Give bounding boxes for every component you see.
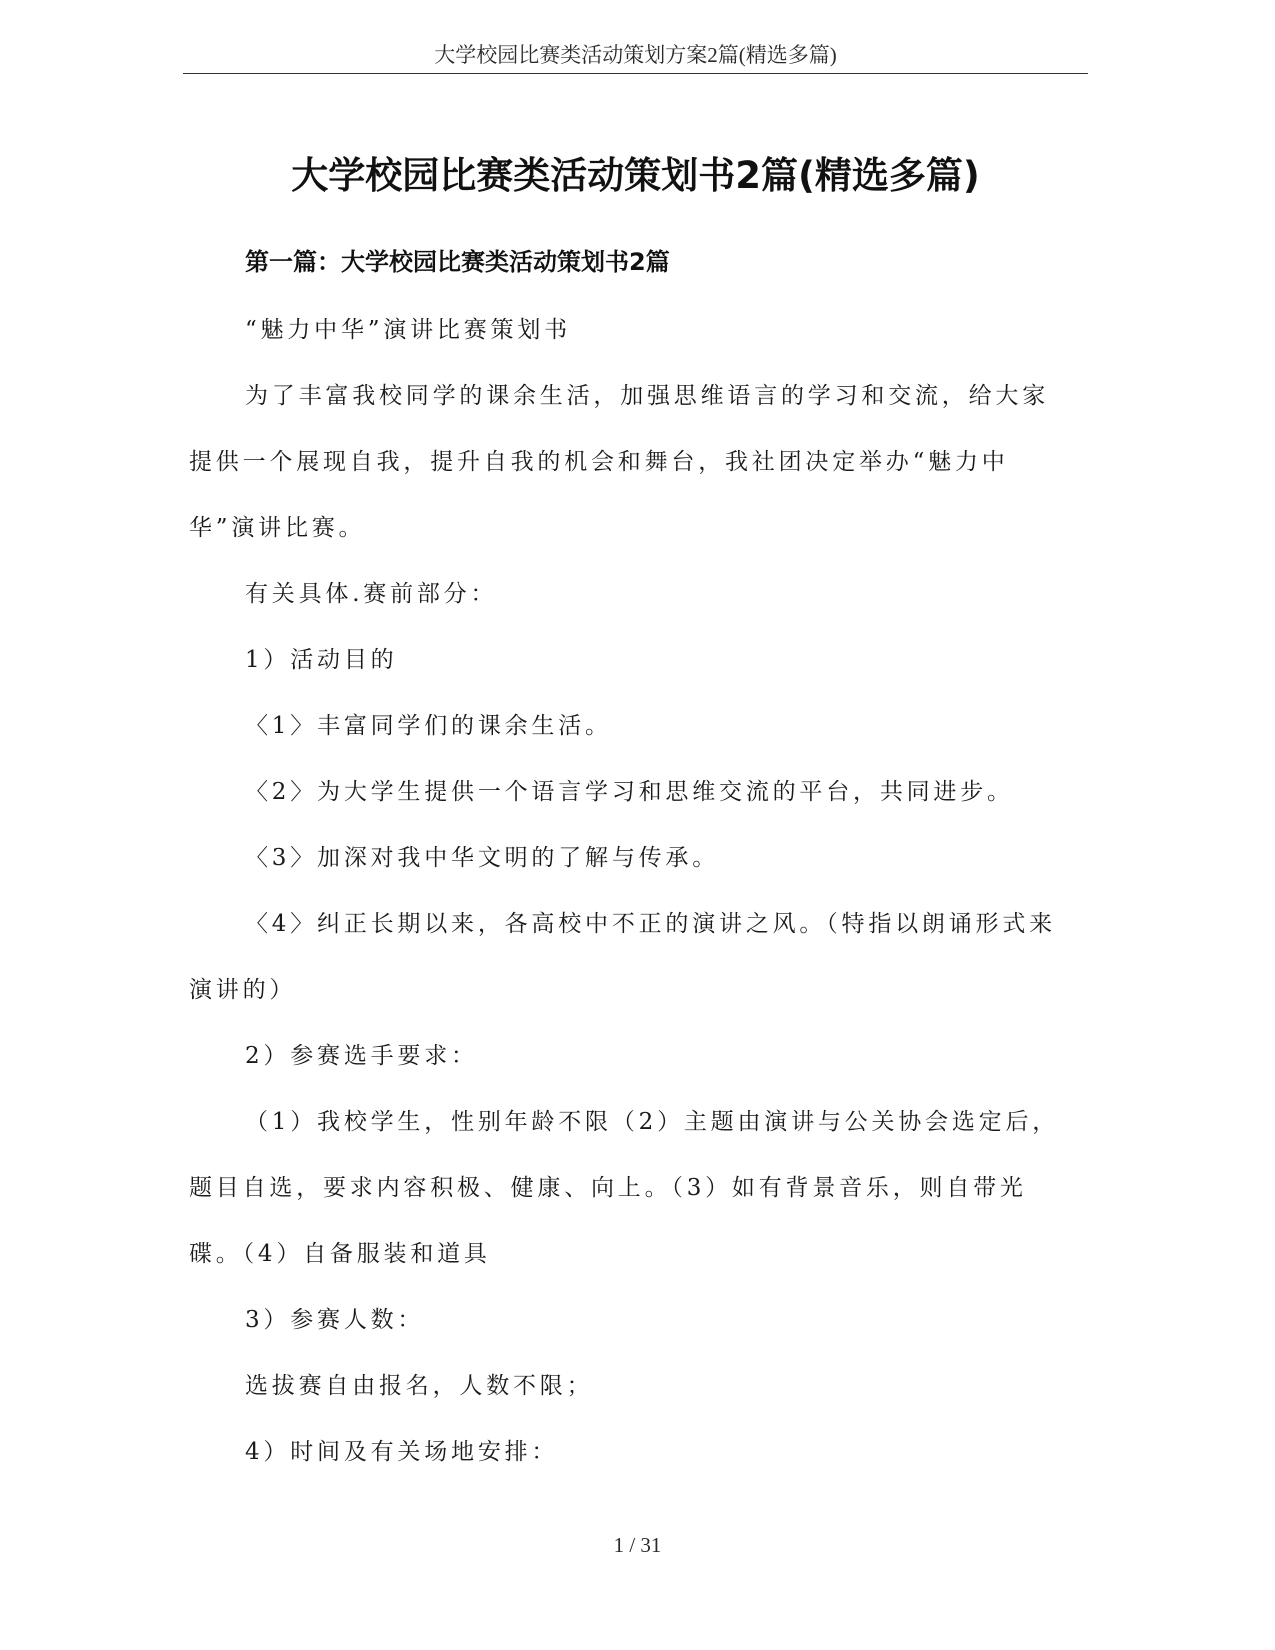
page-number: 1 / 31 <box>613 1533 662 1557</box>
paragraph-pre-match: 有关具体.赛前部分： <box>245 581 498 607</box>
paragraph-purpose-2: 〈2〉为大学生提供一个语言学习和思维交流的平台，共同进步。 <box>245 779 1014 805</box>
document-body <box>189 297 1069 1485</box>
paragraph-purpose-4: 〈4〉纠正长期以来，各高校中不正的演讲之风。（特指以朗诵形式来演讲的） <box>189 911 1056 1003</box>
document-title: 大学校园比赛类活动策划书2篇(精选多篇) <box>291 154 980 197</box>
running-header <box>183 40 1088 74</box>
paragraph-participants-heading: 3）参赛人数： <box>245 1307 425 1333</box>
paragraph-purpose-heading: 1）活动目的 <box>245 647 398 673</box>
running-header-title: 大学校园比赛类活动策划方案2篇(精选多篇) <box>434 43 837 67</box>
paragraph-requirements-heading: 2）参赛选手要求： <box>245 1043 478 1069</box>
paragraph-intro: 为了丰富我校同学的课余生活，加强思维语言的学习和交流，给大家提供一个展现自我，提升自我的机会和舞台，我社团决定举办“魅力中华”演讲比赛。 <box>189 383 1049 541</box>
paragraph-purpose-1: 〈1〉丰富同学们的课余生活。 <box>245 713 612 739</box>
section-heading: 第一篇：大学校园比赛类活动策划书2篇 <box>245 248 670 276</box>
paragraph-participants: 选拔赛自由报名，人数不限； <box>245 1373 594 1399</box>
paragraph-requirements: （1）我校学生，性别年龄不限（2）主题由演讲与公关协会选定后，题目自选，要求内容积极、健康、向上。（3）如有背景音乐，则自带光碟。（4）自备服装和道具 <box>189 1109 1060 1267</box>
paragraph-purpose-3: 〈3〉加深对我中华文明的了解与传承。 <box>245 845 720 871</box>
paragraph-speech-title: “魅力中华”演讲比赛策划书 <box>245 317 571 343</box>
paragraph-schedule-heading: 4）时间及有关场地安排： <box>245 1439 559 1465</box>
